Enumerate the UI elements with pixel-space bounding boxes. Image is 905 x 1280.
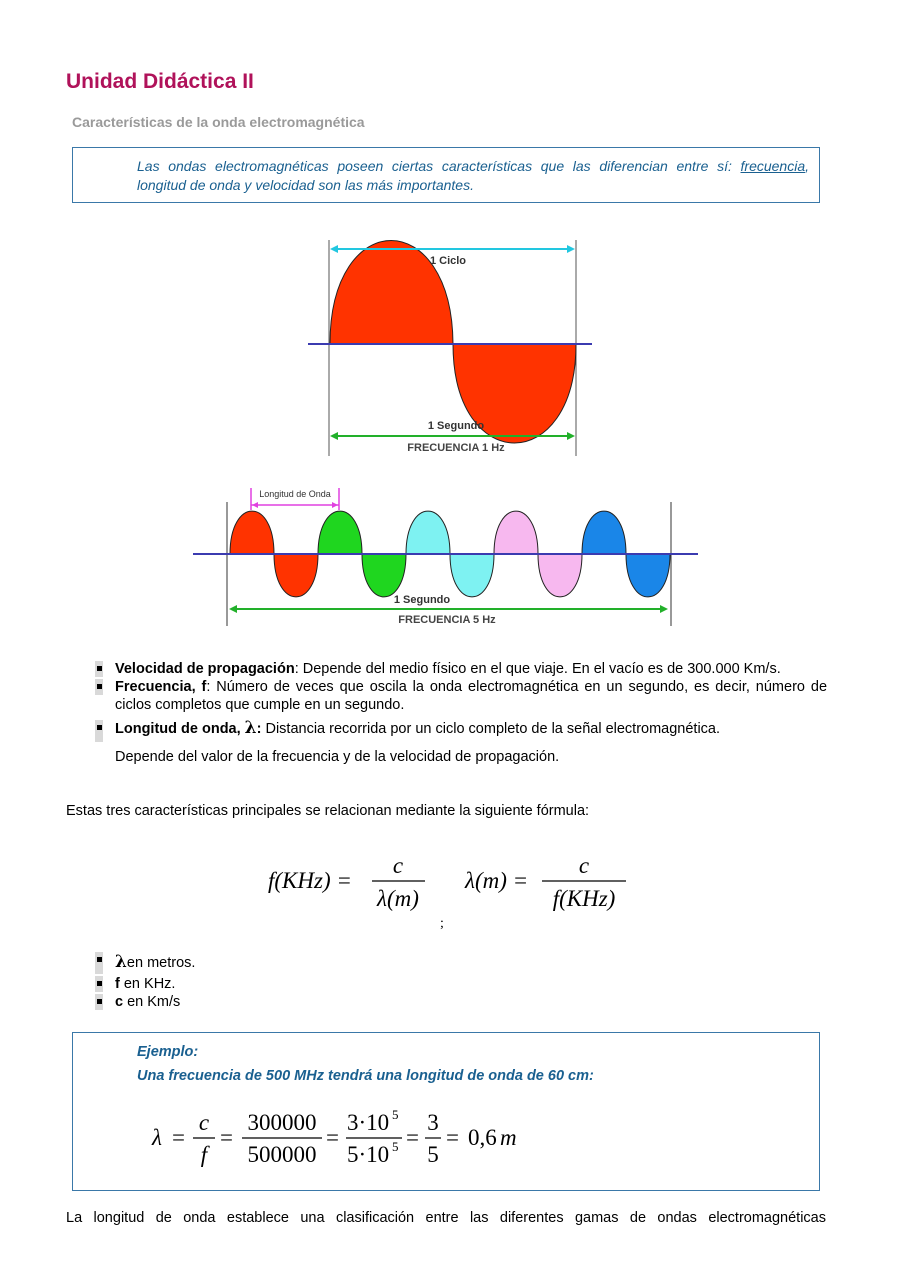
- section-subtitle: Características de la onda electromagnética: [72, 114, 365, 130]
- ex-eq-4: =: [406, 1125, 419, 1150]
- formula-separator: ;: [440, 916, 444, 931]
- wave-cycle-negative: [538, 554, 582, 597]
- time-label: 1 Segundo: [393, 594, 451, 606]
- lambda-suffix: :: [256, 721, 262, 737]
- ex-c: c: [198, 1110, 210, 1135]
- units-list: [95, 950, 827, 1011]
- list-item: [95, 714, 827, 771]
- bullet-icon: [95, 720, 103, 742]
- wave-cycle-negative: [362, 554, 406, 597]
- bullet-icon: [95, 661, 103, 677]
- wave-cycle-negative: [626, 554, 670, 597]
- wave-cycle-positive: [318, 511, 362, 554]
- lambda-symbol: λ: [244, 718, 257, 738]
- unit-text: en Km/s: [123, 994, 181, 1010]
- ex-den1: 500000: [247, 1142, 317, 1167]
- ex-eq-1: =: [172, 1125, 185, 1150]
- ex-num3: 3: [427, 1110, 439, 1135]
- frequency-label: FRECUENCIA 5 Hz: [398, 614, 496, 626]
- properties-list: [95, 660, 827, 771]
- ex-eq-3: =: [326, 1125, 339, 1150]
- example-box: [72, 1032, 820, 1191]
- ex-num2: 3·10: [347, 1110, 390, 1135]
- intro-text-before: Las ondas electromagnéticas poseen ciertas características que las diferencian entre sí:: [137, 158, 741, 174]
- property-text: : Número de veces que oscila la onda electromagnética en un segundo, es decir, número de ciclos completos que cumple en un segundo.: [115, 679, 828, 713]
- cycle-label: 1 Ciclo: [429, 255, 467, 267]
- formula-lambda-lhs: λ(m) =: [465, 868, 529, 893]
- property-text: : Depende del medio físico en el que viaje. En el vacío es de 300.000 Km/s.: [294, 661, 781, 677]
- ex-result: 0,6: [468, 1125, 497, 1150]
- property-term: Frecuencia, f: [115, 679, 207, 695]
- lambda-symbol: λ: [115, 952, 127, 972]
- example-formula: [148, 1105, 538, 1173]
- wave-cycle-positive: [582, 511, 626, 554]
- ex-f: f: [200, 1142, 208, 1167]
- frequency-5hz-figure: [190, 480, 705, 630]
- ex-exp-num: 5: [392, 1107, 399, 1122]
- bullet-icon: [95, 976, 103, 992]
- ex-exp-den: 5: [392, 1139, 399, 1154]
- formula-f-lhs: f(KHz) =: [268, 868, 352, 893]
- intro-box: [72, 147, 820, 203]
- wave-cycle-positive: [230, 511, 274, 554]
- ex-eq-5: =: [446, 1125, 459, 1150]
- ex-unit: m: [500, 1125, 517, 1150]
- wave-cycle-negative: [450, 554, 494, 597]
- property-term: Longitud de onda,: [115, 721, 245, 737]
- list-item: [95, 975, 827, 993]
- formula-lambda-num: c: [578, 853, 590, 878]
- formula-f-num: c: [392, 853, 404, 878]
- unit-text: en metros.: [126, 955, 196, 971]
- frequency-label: FRECUENCIA 1 Hz: [407, 442, 505, 454]
- example-statement: Una frecuencia de 500 MHz tendrá una longitud de onda de 60 cm:: [137, 1068, 594, 1084]
- list-item: [95, 678, 827, 714]
- relation-text: Estas tres características principales se relacionan mediante la siguiente fórmula:: [66, 803, 590, 819]
- wave-cycle-positive: [406, 511, 450, 554]
- list-item: [95, 660, 827, 678]
- bullet-icon: [95, 952, 103, 974]
- unit-text: en KHz.: [119, 976, 176, 992]
- intro-text: [137, 157, 809, 195]
- ex-lambda: λ: [152, 1125, 162, 1150]
- frecuencia-link[interactable]: frecuencia: [740, 158, 806, 174]
- example-heading: Ejemplo:: [137, 1044, 199, 1060]
- property-term: Velocidad de propagación: [115, 661, 295, 677]
- frequency-1hz-figure: [300, 236, 600, 458]
- wave-cycle-negative: [274, 554, 318, 597]
- wavelength-label: Longitud de Onda: [259, 489, 331, 499]
- list-item: [95, 950, 827, 975]
- time-label: 1 Segundo: [427, 420, 485, 432]
- page-title: Unidad Didáctica II: [66, 70, 254, 93]
- wavelength-formulas: [260, 850, 640, 935]
- ex-den2: 5·10: [347, 1142, 390, 1167]
- ex-eq-2: =: [220, 1125, 233, 1150]
- bullet-icon: [95, 994, 103, 1010]
- wave-cycle-positive: [494, 511, 538, 554]
- unit-term: f: [115, 976, 120, 992]
- intro-text-after: , longitud de onda y velocidad son las más importantes.: [137, 158, 809, 193]
- property-text: Distancia recorrida por un ciclo completo de la señal electromagnética.: [261, 721, 721, 737]
- ex-den3: 5: [427, 1142, 439, 1167]
- bullet-icon: [95, 679, 103, 695]
- closing-text: La longitud de onda establece una clasificación entre las diferentes gamas de ondas electromagnéticas: [66, 1210, 826, 1226]
- formula-lambda-den: f(KHz): [552, 886, 616, 911]
- list-item: [95, 993, 827, 1011]
- formula-f-den: λ(m): [377, 886, 419, 911]
- ex-num1: 300000: [247, 1110, 317, 1135]
- property-text-2: Depende del valor de la frecuencia y de la velocidad de propagación.: [115, 749, 560, 765]
- unit-term: c: [115, 994, 124, 1010]
